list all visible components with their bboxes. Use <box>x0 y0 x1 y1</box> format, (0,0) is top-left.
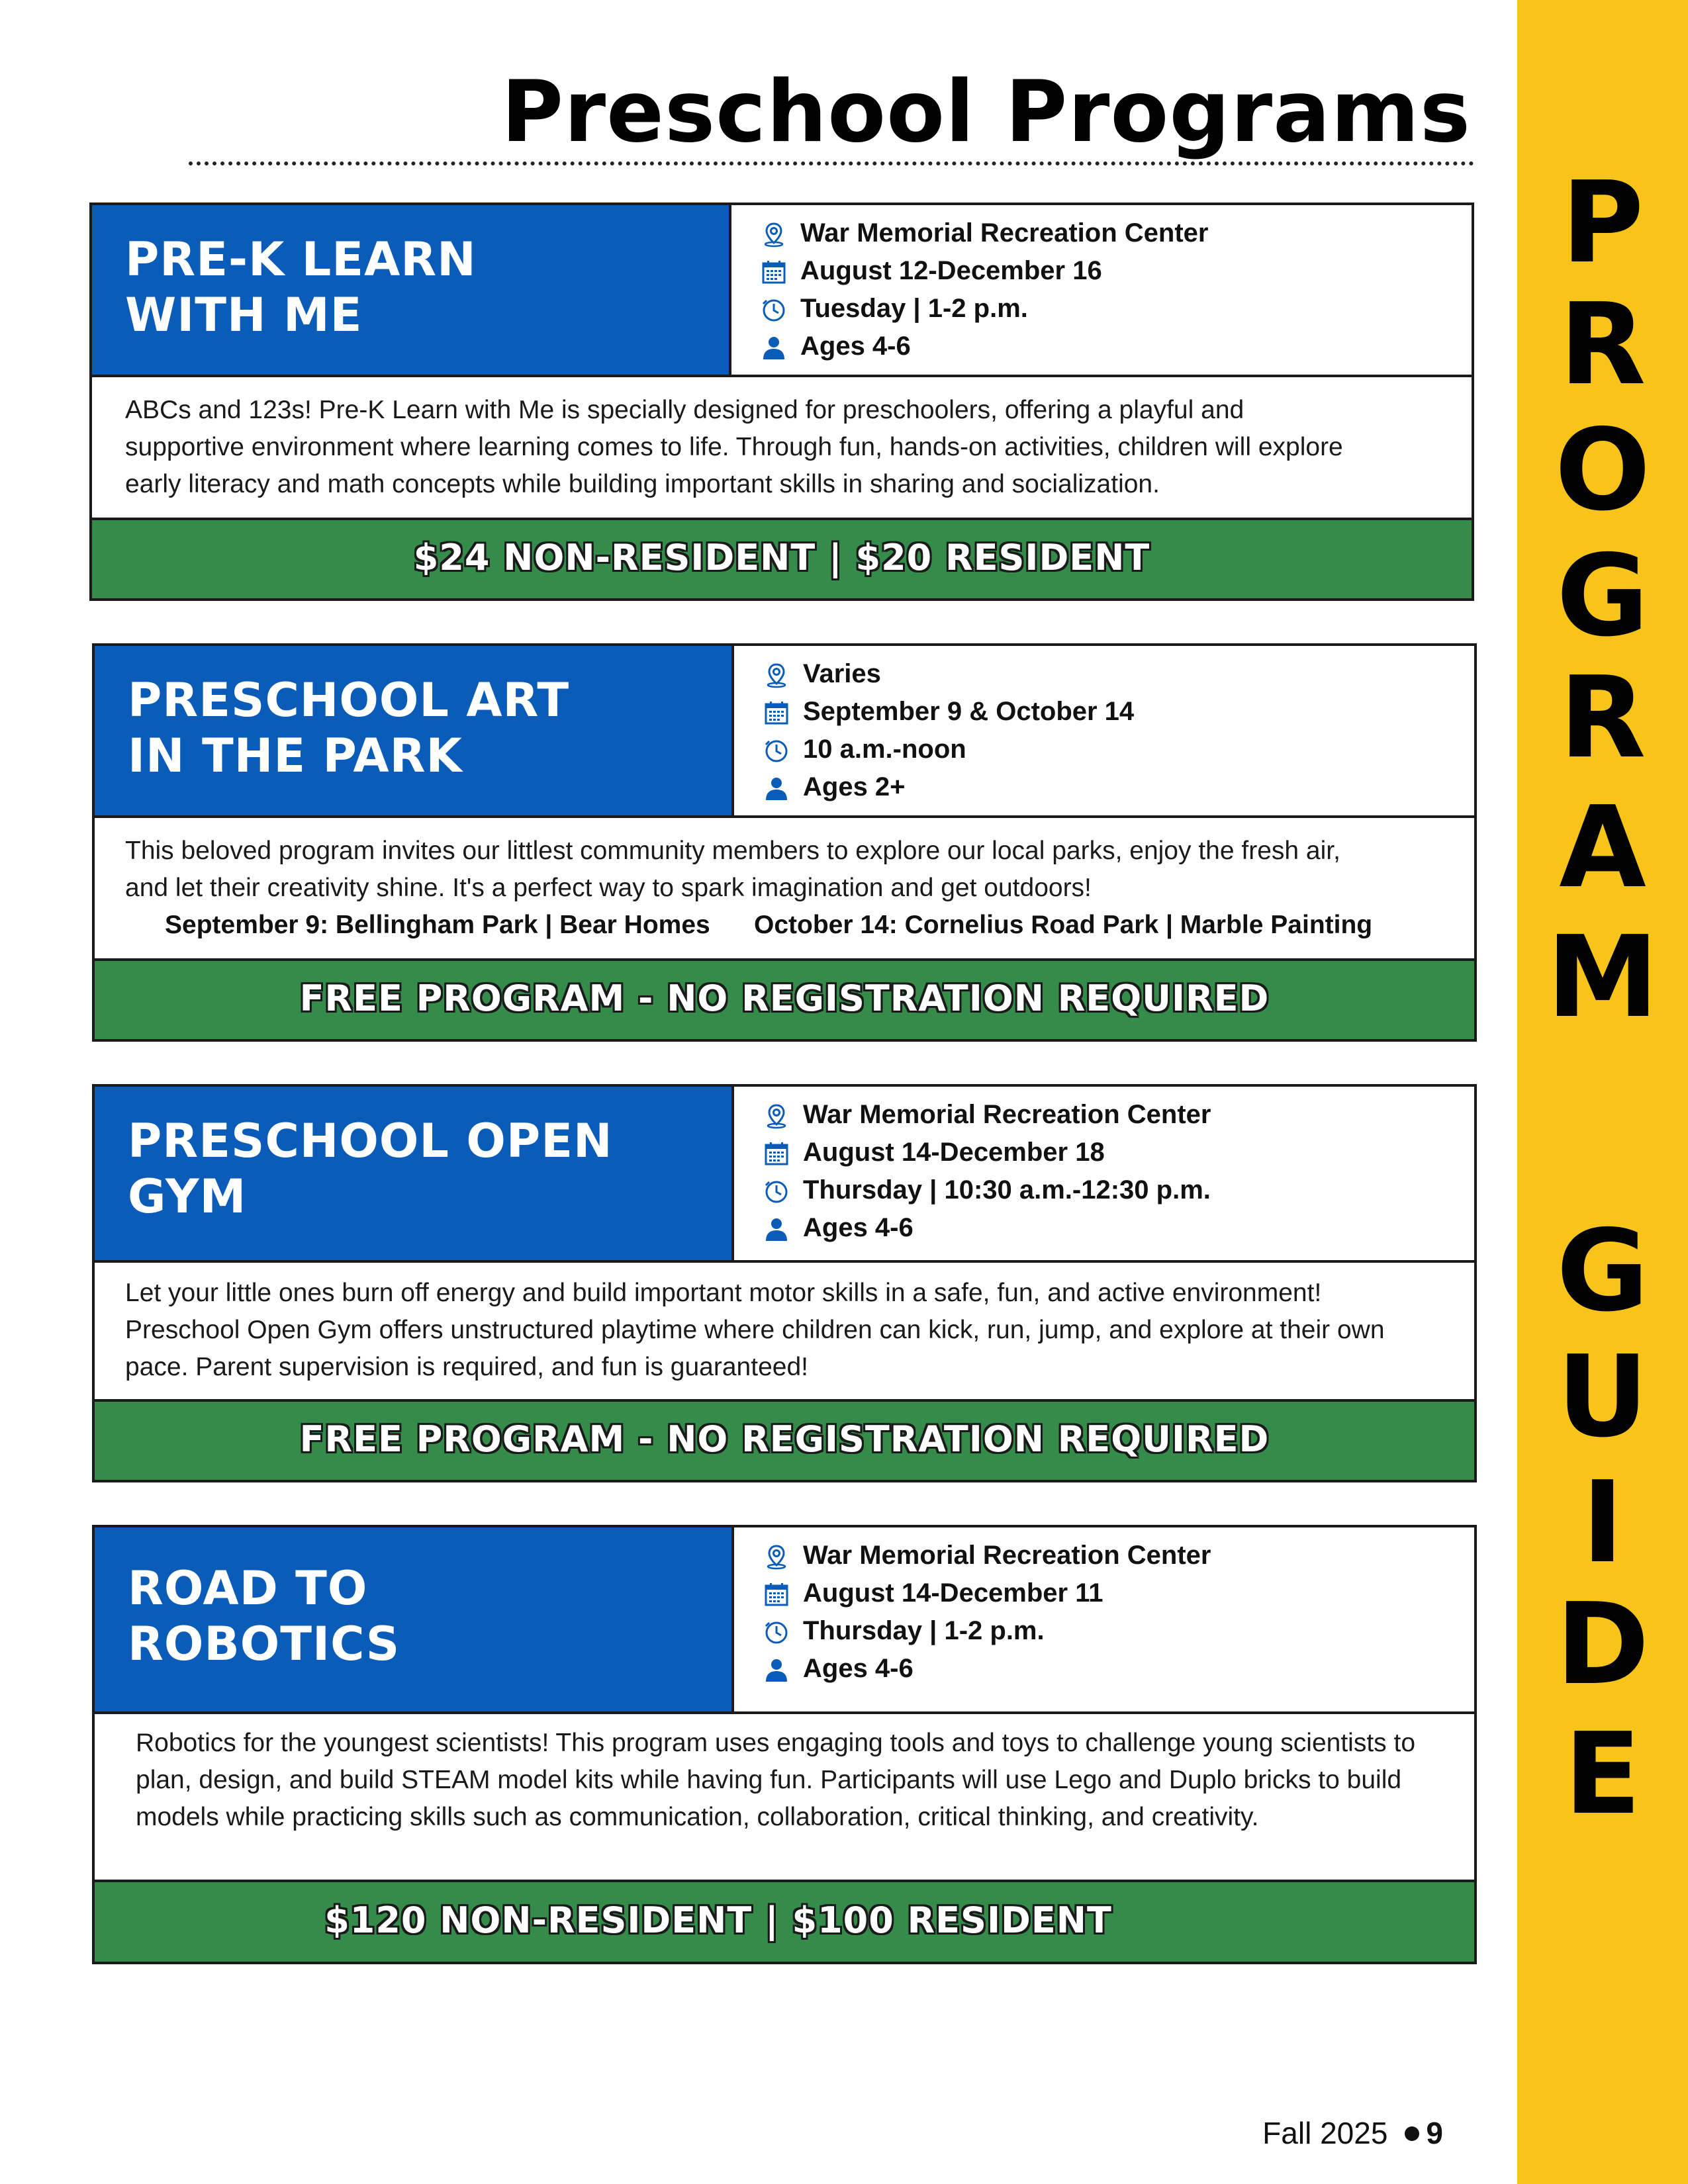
program-description: This beloved program invites our littlest community members to explore our local parks, enjoy the fresh air, and let their creativity shine. It's a perfect way to spark imagination and get outdoors! <box>125 837 1340 902</box>
person-icon <box>763 1657 790 1683</box>
program-price: $120 NON-RESIDENT | $100 RESIDENT <box>324 1899 1112 1941</box>
program-ages: Ages 2+ <box>803 772 906 801</box>
session-item: September 9: Bellingham Park | Bear Homes <box>165 911 710 939</box>
program-location: War Memorial Recreation Center <box>800 218 1209 248</box>
sidebar-letter: E <box>1564 1709 1642 1840</box>
program-location: Varies <box>803 659 881 688</box>
clock-icon <box>763 1619 790 1645</box>
location-pin-icon <box>763 1103 790 1129</box>
program-time: Tuesday | 1-2 p.m. <box>800 294 1028 323</box>
calendar-icon <box>763 700 790 726</box>
page-number: 9 <box>1426 2116 1443 2150</box>
program-description: Let your little ones burn off energy and build important motor skills in a safe, fun, and active environment! Preschool Open Gym offers unstructured playtime where children can kick, run, jump, and explore at their own pace. Parent supervision is required, and fun is guaranteed! <box>125 1279 1385 1381</box>
program-title-panel <box>95 1087 734 1260</box>
program-title-panel <box>95 1527 734 1711</box>
program-title: PRESCHOOL OPEN GYM <box>128 1114 613 1224</box>
session-item: October 14: Cornelius Road Park | Marble Painting <box>754 911 1373 939</box>
program-card-pre-k-learn <box>89 203 1474 601</box>
price-banner <box>95 1880 1474 1962</box>
price-banner <box>95 1399 1474 1480</box>
program-title: ROAD TO ROBOTICS <box>128 1561 400 1671</box>
footer-season: Fall 2025 <box>1262 2116 1388 2150</box>
program-ages: Ages 4-6 <box>803 1654 914 1683</box>
program-price: FREE PROGRAM - NO REGISTRATION REQUIRED <box>299 1418 1270 1460</box>
bullet-dot-icon <box>1405 2126 1419 2141</box>
calendar-icon <box>763 1581 790 1608</box>
calendar-icon <box>761 259 787 285</box>
sidebar-letter: D <box>1556 1579 1650 1710</box>
sidebar-letter: G <box>1556 1206 1649 1337</box>
program-guide-sidebar <box>1517 0 1688 2184</box>
program-title: PRESCHOOL ART IN THE PARK <box>128 673 570 783</box>
page-title: Preschool Programs <box>501 63 1471 161</box>
program-location: War Memorial Recreation Center <box>803 1100 1211 1129</box>
program-description: ABCs and 123s! Pre-K Learn with Me is specially designed for preschoolers, offering a playful and supportive environment where learning comes to life. Through fun, hands-on activities, children will explore early literacy and math concepts while building important skills in sharing and socialization. <box>125 396 1343 498</box>
location-pin-icon <box>763 1543 790 1570</box>
clock-icon <box>763 1178 790 1205</box>
sidebar-letter: M <box>1546 912 1659 1043</box>
card-header-row <box>92 205 1472 377</box>
program-price: FREE PROGRAM - NO REGISTRATION REQUIRED <box>299 978 1270 1019</box>
sidebar-letter: R <box>1559 653 1646 784</box>
program-description: Robotics for the youngest scientists! This program uses engaging tools and toys to challenge young scientists to plan, design, and build STEAM model kits while having fun. Participants will use Lego and Duplo bricks to build models while practicing skills such as communication, collaboration, critical thinking, and creativity. <box>136 1729 1416 1831</box>
program-title-panel <box>95 646 734 815</box>
location-pin-icon <box>763 662 790 688</box>
calendar-icon <box>763 1140 790 1167</box>
program-dates: August 14-December 18 <box>803 1138 1105 1167</box>
program-dates: August 12-December 16 <box>800 256 1102 285</box>
card-header-row <box>95 1527 1474 1714</box>
clock-icon <box>763 737 790 764</box>
clock-icon <box>761 296 787 323</box>
program-ages: Ages 4-6 <box>800 332 911 361</box>
program-location: War Memorial Recreation Center <box>803 1541 1211 1570</box>
price-banner <box>92 518 1472 598</box>
sidebar-letter: O <box>1554 405 1651 536</box>
price-banner <box>95 958 1474 1039</box>
card-header-row <box>95 1087 1474 1263</box>
program-time: 10 a.m.-noon <box>803 735 966 764</box>
program-dates: September 9 & October 14 <box>803 697 1135 726</box>
program-ages: Ages 4-6 <box>803 1213 914 1242</box>
location-pin-icon <box>761 221 787 248</box>
sidebar-letter: U <box>1556 1332 1649 1463</box>
card-header-row <box>95 646 1474 818</box>
program-title-panel <box>92 205 731 375</box>
sidebar-letter: G <box>1556 531 1649 662</box>
sidebar-letter: R <box>1559 279 1646 410</box>
program-card-open-gym <box>92 1084 1477 1482</box>
program-price: $24 NON-RESIDENT | $20 RESIDENT <box>413 537 1150 578</box>
person-icon <box>763 775 790 801</box>
program-time: Thursday | 1-2 p.m. <box>803 1616 1045 1645</box>
page-footer <box>1262 2115 1443 2151</box>
person-icon <box>763 1216 790 1242</box>
program-time: Thursday | 10:30 a.m.-12:30 p.m. <box>803 1175 1211 1205</box>
program-dates: August 14-December 11 <box>803 1578 1103 1608</box>
program-card-road-to-robotics <box>92 1525 1477 1964</box>
program-card-art-in-the-park <box>92 643 1477 1042</box>
title-divider <box>189 161 1474 165</box>
sidebar-letter: I <box>1581 1457 1624 1588</box>
sidebar-letter: A <box>1559 782 1646 913</box>
program-title: PRE-K LEARN WITH ME <box>125 232 477 342</box>
sidebar-letter: P <box>1561 158 1644 289</box>
person-icon <box>761 334 787 361</box>
